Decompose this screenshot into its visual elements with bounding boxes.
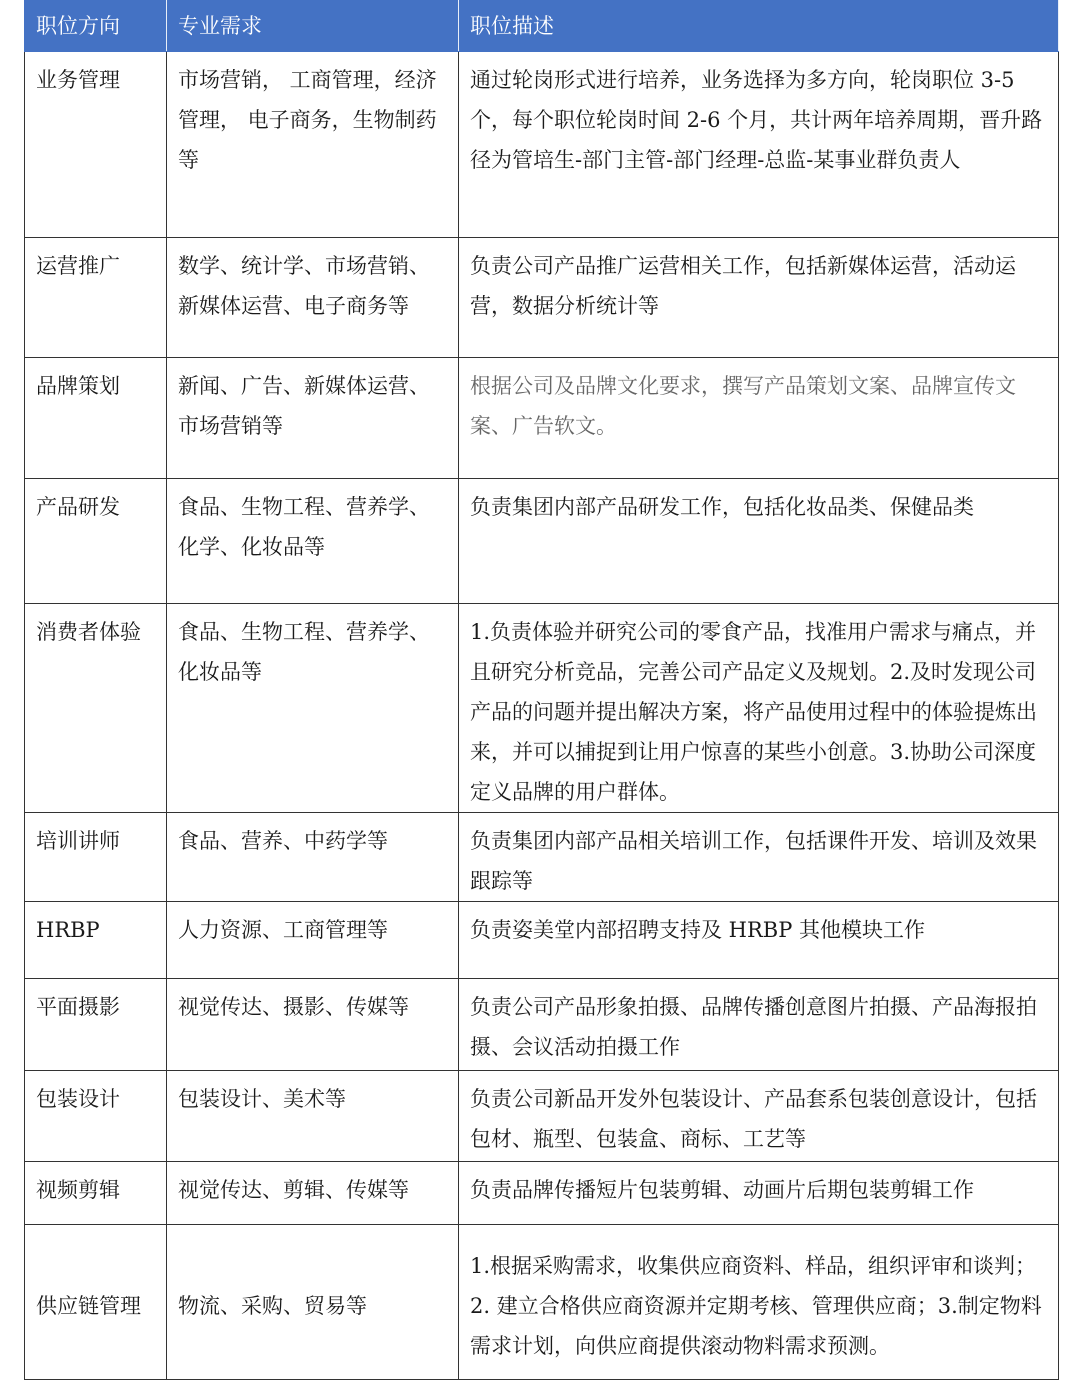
table-row (25, 52, 1059, 238)
description-cell: 通过轮岗形式进行培养，业务选择为多方向，轮岗职位 3-5 个，每个职位轮岗时间 2-6 个月，共计两年培养周期，晋升路径为管培生-部门主管-部门经理-总监-某事业群负责人 (459, 52, 1059, 238)
majors-cell: 市场营销， 工商管理，经济管理， 电子商务，生物制药等 (167, 52, 459, 238)
position-cell: 供应链管理 (25, 1225, 167, 1380)
description-cell: 负责公司新品开发外包装设计、产品套系包装创意设计，包括包材、瓶型、包装盒、商标、工艺等 (459, 1071, 1059, 1162)
description-cell: 1.负责体验并研究公司的零食产品，找准用户需求与痛点，并且研究分析竞品，完善公司产品定义及规划。2.及时发现公司产品的问题并提出解决方案，将产品使用过程中的体验提炼出来，并可以捕捉到让用户惊喜的某些小创意。3.协助公司深度定义品牌的用户群体。 (459, 604, 1059, 813)
description-cell: 负责姿美堂内部招聘支持及 HRBP 其他模块工作 (459, 902, 1059, 979)
table-row (25, 979, 1059, 1071)
description-cell: 1.根据采购需求，收集供应商资料、样品，组织评审和谈判；2. 建立合格供应商资源并定期考核、管理供应商；3.制定物料需求计划，向供应商提供滚动物料需求预测。 (459, 1225, 1059, 1380)
position-cell: 平面摄影 (25, 979, 167, 1071)
majors-cell: 数学、统计学、市场营销、新媒体运营、电子商务等 (167, 238, 459, 358)
position-cell: 业务管理 (25, 52, 167, 238)
position-cell: 包装设计 (25, 1071, 167, 1162)
table-row (25, 1225, 1059, 1380)
majors-cell: 视觉传达、剪辑、传媒等 (167, 1162, 459, 1225)
position-cell: 消费者体验 (25, 604, 167, 813)
job-positions-table (24, 0, 1059, 1380)
description-cell: 根据公司及品牌文化要求，撰写产品策划文案、品牌宣传文案、广告软文。 (459, 358, 1059, 479)
position-cell: 品牌策划 (25, 358, 167, 479)
majors-cell: 人力资源、工商管理等 (167, 902, 459, 979)
table-row (25, 813, 1059, 902)
majors-cell: 食品、生物工程、营养学、化学、化妆品等 (167, 479, 459, 604)
table-row (25, 358, 1059, 479)
position-cell: 产品研发 (25, 479, 167, 604)
description-cell: 负责公司产品形象拍摄、品牌传播创意图片拍摄、产品海报拍摄、会议活动拍摄工作 (459, 979, 1059, 1071)
position-cell: 培训讲师 (25, 813, 167, 902)
table-row (25, 1071, 1059, 1162)
majors-cell: 新闻、广告、新媒体运营、市场营销等 (167, 358, 459, 479)
table-row (25, 902, 1059, 979)
description-cell: 负责公司产品推广运营相关工作，包括新媒体运营，活动运营，数据分析统计等 (459, 238, 1059, 358)
majors-cell: 视觉传达、摄影、传媒等 (167, 979, 459, 1071)
header-majors: 专业需求 (167, 1, 459, 52)
description-cell: 负责集团内部产品相关培训工作，包括课件开发、培训及效果跟踪等 (459, 813, 1059, 902)
table-header-row (25, 1, 1059, 52)
position-cell: 视频剪辑 (25, 1162, 167, 1225)
description-cell: 负责集团内部产品研发工作，包括化妆品类、保健品类 (459, 479, 1059, 604)
header-position: 职位方向 (25, 1, 167, 52)
table-row (25, 604, 1059, 813)
majors-cell: 食品、营养、中药学等 (167, 813, 459, 902)
table-row (25, 1162, 1059, 1225)
description-cell: 负责品牌传播短片包装剪辑、动画片后期包装剪辑工作 (459, 1162, 1059, 1225)
position-cell: HRBP (25, 902, 167, 979)
header-description: 职位描述 (459, 1, 1059, 52)
table-row (25, 238, 1059, 358)
majors-cell: 物流、采购、贸易等 (167, 1225, 459, 1380)
table-row (25, 479, 1059, 604)
majors-cell: 食品、生物工程、营养学、化妆品等 (167, 604, 459, 813)
majors-cell: 包装设计、美术等 (167, 1071, 459, 1162)
position-cell: 运营推广 (25, 238, 167, 358)
